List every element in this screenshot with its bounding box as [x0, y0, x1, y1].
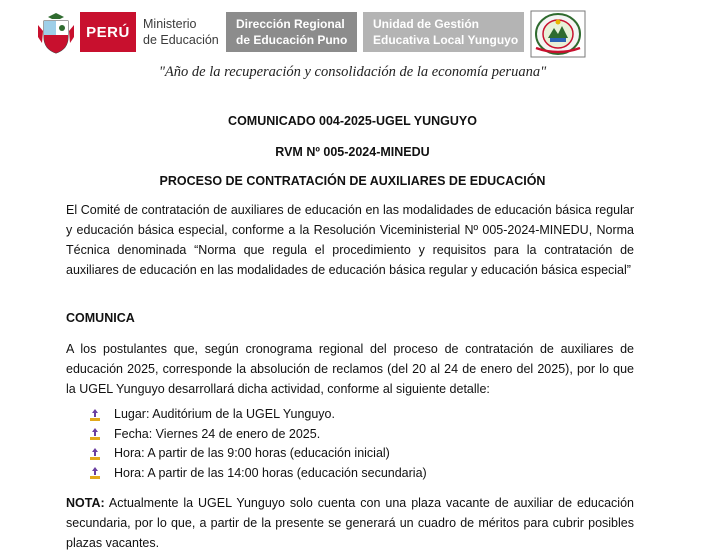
ugel-line-1: Unidad de Gestión [373, 17, 480, 31]
bullet-text: Lugar: Auditórium de la UGEL Yunguyo. [114, 407, 335, 421]
quill-bullet-icon [88, 447, 102, 461]
note-text: Actualmente la UGEL Yunguyo solo cuenta con una plaza vacante de auxiliar de educación secundaria, por lo que, a partir de la presente se generará un cuadro de méritos para cubrir posibles plazas vacantes. [66, 496, 634, 550]
ministerio-line-2: de Educación [143, 33, 219, 47]
list-item [88, 425, 427, 445]
list-item [88, 405, 427, 425]
bullet-text: Hora: A partir de las 9:00 horas (educación inicial) [114, 446, 390, 460]
note-label: NOTA: [66, 496, 105, 510]
quill-bullet-icon [88, 427, 102, 441]
dre-label [226, 12, 357, 52]
intro-paragraph: El Comité de contratación de auxiliares de educación en las modalidades de educación básica regular y educación básica especial, conforme a la Resolución Viceministerial Nº 005-2024-MINEDU, Norma Técnica denominada “Norma que regula el procedimiento y requisitos para la contratación de auxiliares de educación en las modalidades de educación básica regular y educación básica especial” [66, 203, 634, 277]
detail-paragraph: A los postulantes que, según cronograma regional del proceso de contratación de auxiliares de educación 2025, corresponde la absolución de reclamos (del 20 al 24 de enero del 2025), por lo que la UGEL Yunguyo desarrollará dicha actividad, conforme al siguiente detalle: [66, 342, 634, 396]
letterhead [0, 6, 705, 58]
peru-label: PERÚ [80, 12, 136, 52]
dre-line-2: de Educación Puno [236, 33, 348, 47]
quill-bullet-icon [88, 408, 102, 422]
dre-line-1: Dirección Regional [236, 17, 345, 31]
bullet-text: Hora: A partir de las 14:00 horas (educación secundaria) [114, 465, 427, 480]
list-item [88, 444, 427, 464]
ugel-label [363, 12, 524, 52]
bullet-text: Fecha: Viernes 24 de enero de 2025. [114, 426, 321, 441]
year-motto: "Año de la recuperación y consolidación de la economía peruana" [158, 64, 547, 80]
activity-details-list [88, 405, 427, 483]
ugel-line-2: Educativa Local Yunguyo [373, 33, 519, 47]
note-paragraph [66, 493, 634, 553]
comunica-heading: COMUNICA [66, 311, 135, 325]
quill-bullet-icon [88, 466, 102, 480]
list-item [88, 464, 427, 484]
rvm-reference: RVM Nº 005-2024-MINEDU [275, 145, 430, 159]
ministerio-line-1: Ministerio [143, 17, 197, 31]
communique-number: COMUNICADO 004-2025-UGEL YUNGUYO [228, 114, 477, 128]
peru-coat-of-arms-icon [36, 11, 76, 55]
ministerio-label [137, 12, 221, 52]
process-title: PROCESO DE CONTRATACIÓN DE AUXILIARES DE EDUCACIÓN [159, 174, 546, 188]
ugel-yunguyo-logo-icon [530, 10, 586, 58]
